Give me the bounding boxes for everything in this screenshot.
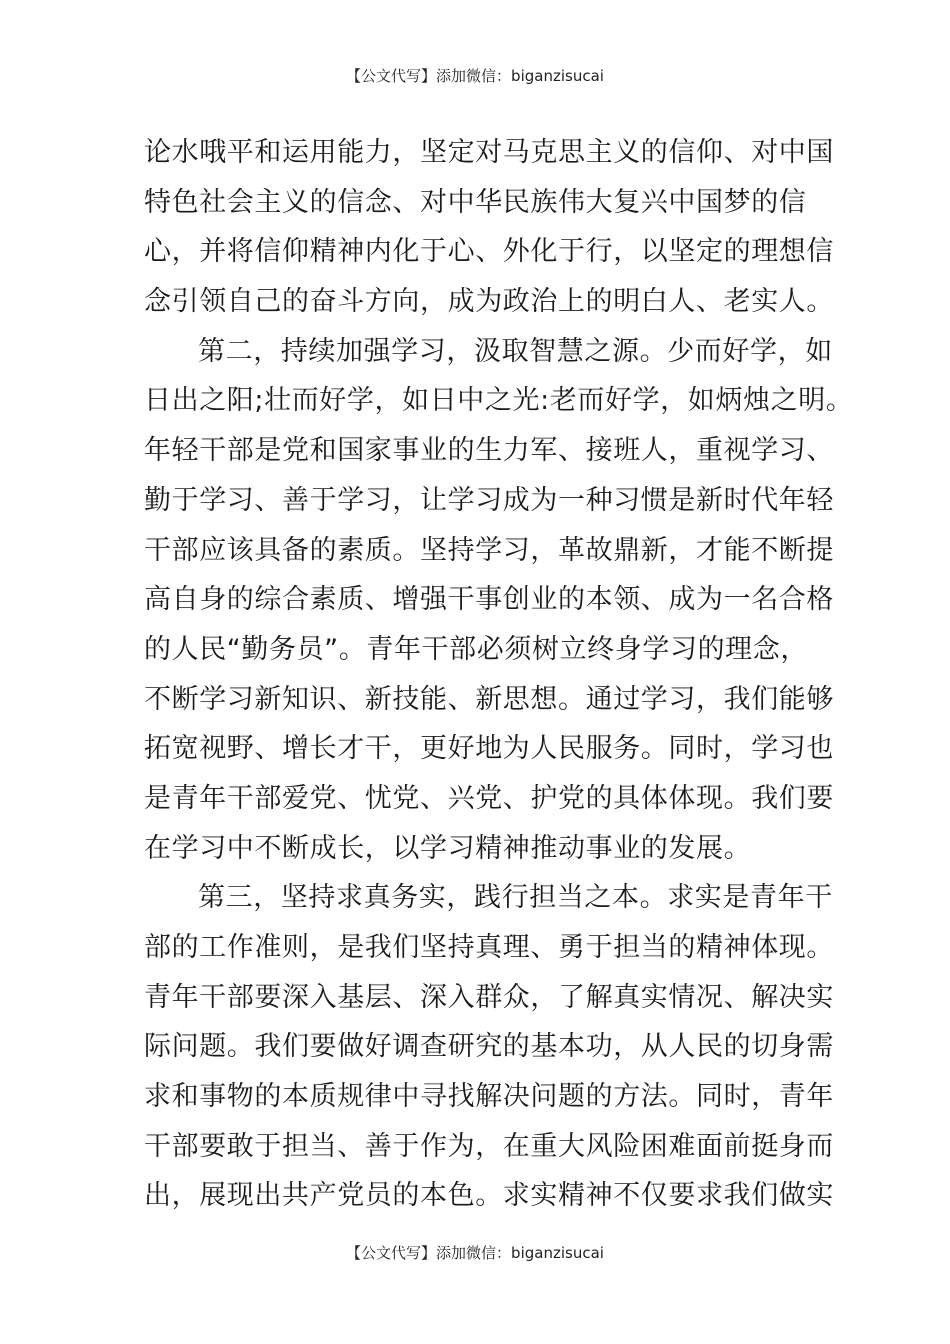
text-line: 是青年干部爱党、忧党、兴党、护党的具体体现。我们要 — [144, 782, 834, 814]
text-line: 勤于学习、善于学习，让学习成为一种习惯是新时代年轻 — [144, 484, 834, 516]
text-line: 特色社会主义的信念、对中华民族伟大复兴中国梦的信 — [144, 186, 807, 218]
paragraph-first-line: 第二，持续加强学习，汲取智慧之源。少而好学，如 — [198, 335, 833, 367]
text-line: 心，并将信仰精神内化于心、外化于行，以坚定的理想信 — [144, 236, 834, 268]
text-line: 际问题。我们要做好调查研究的基本功，从人民的切身需 — [144, 1031, 834, 1063]
paragraph-first-line: 第三，坚持求真务实，践行担当之本。求实是青年干 — [198, 882, 833, 914]
page-footer: 【公文代写】添加微信：biganzisucai — [346, 1244, 604, 1262]
page-header: 【公文代写】添加微信：biganzisucai — [346, 67, 604, 85]
text-line: 拓宽视野、增长才干，更好地为人民服务。同时，学习也 — [144, 733, 834, 765]
text-line: 求和事物的本质规律中寻找解决问题的方法。同时，青年 — [144, 1081, 834, 1113]
text-line: 高自身的综合素质、增强干事创业的本领、成为一名合格 — [144, 584, 834, 616]
text-line: 青年干部要深入基层、深入群众，了解真实情况、解决实 — [144, 981, 834, 1013]
text-line: 干部应该具备的素质。坚持学习，革故鼎新，才能不断提 — [144, 534, 834, 566]
text-line: 年轻干部是党和国家事业的生力军、接班人，重视学习、 — [144, 435, 834, 467]
text-line: 日出之阳;壮而好学，如日中之光:老而好学，如炳烛之明。 — [144, 385, 854, 417]
text-line: 在学习中不断成长，以学习精神推动事业的发展。 — [144, 832, 752, 864]
text-line: 的人民“勤务员”。青年干部必须树立终身学习的理念， — [144, 633, 808, 665]
text-line: 部的工作准则，是我们坚持真理、勇于担当的精神体现。 — [144, 932, 834, 963]
text-line: 干部要敢于担当、善于作为，在重大风险困难面前挺身而 — [144, 1130, 834, 1162]
text-line: 论水哦平和运用能力，坚定对马克思主义的信仰、对中国 — [144, 137, 834, 168]
document-body — [144, 128, 854, 1221]
text-line: 念引领自己的奋斗方向，成为政治上的明白人、老实人。 — [144, 286, 834, 318]
text-line: 出，展现出共产党员的本色。求实精神不仅要求我们做实 — [144, 1180, 834, 1212]
text-line: 不断学习新知识、新技能、新思想。通过学习，我们能够 — [144, 683, 834, 715]
